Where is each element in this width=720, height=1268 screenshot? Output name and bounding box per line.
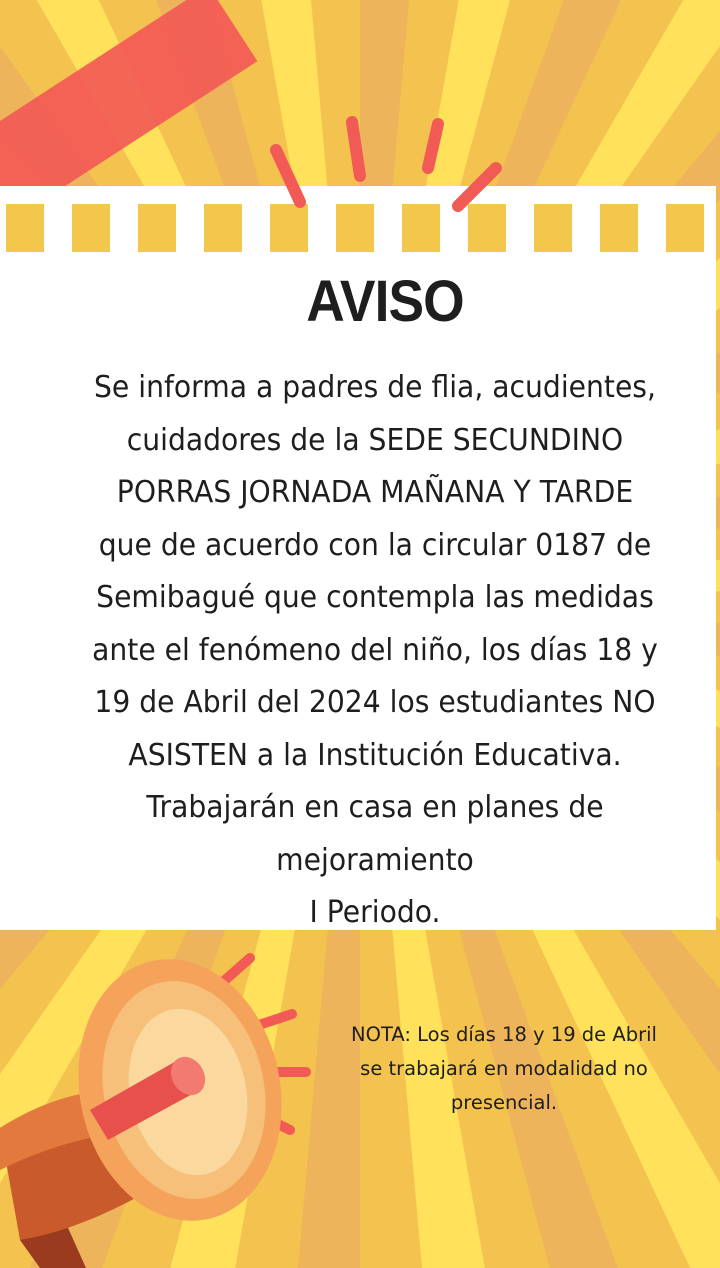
film-hole [138, 204, 176, 252]
notice-title: AVISO [306, 269, 464, 334]
notice-line: que de acuerdo con la circular 0187 de [98, 527, 652, 563]
notice-line: ante el fenómeno del niño, los días 18 y [92, 632, 658, 668]
notice-line: cuidadores de la SEDE SECUNDINO [126, 422, 624, 458]
notice-line: Semibagué que contempla las medidas [96, 580, 654, 615]
note-line: NOTA: Los días 18 y 19 de Abril [351, 1023, 657, 1046]
notice-line: 19 de Abril del 2024 los estudiantes NO [94, 685, 656, 720]
notice-body [32, 362, 718, 940]
film-hole [204, 204, 242, 252]
notice-line: mejoramiento [276, 842, 474, 878]
film-hole [72, 204, 110, 252]
film-hole [534, 204, 572, 252]
notice-line: I Periodo. [309, 895, 441, 930]
notice-line: Se informa a padres de flia, acudientes, [94, 370, 656, 405]
film-hole [6, 204, 44, 252]
notice-line: ASISTEN a la Institución Educativa. [128, 737, 622, 773]
note-text [318, 1018, 690, 1120]
megaphone-icon [0, 940, 340, 1268]
film-hole [600, 204, 638, 252]
notice-line: PORRAS JORNADA MAÑANA Y TARDE [116, 475, 634, 510]
note-line: presencial. [450, 1091, 558, 1114]
notice-line: Trabajarán en casa en planes de [146, 790, 604, 825]
film-hole [666, 204, 704, 252]
burst-lines-icon [260, 110, 520, 220]
note-line: se trabajará en modalidad no [360, 1057, 648, 1080]
